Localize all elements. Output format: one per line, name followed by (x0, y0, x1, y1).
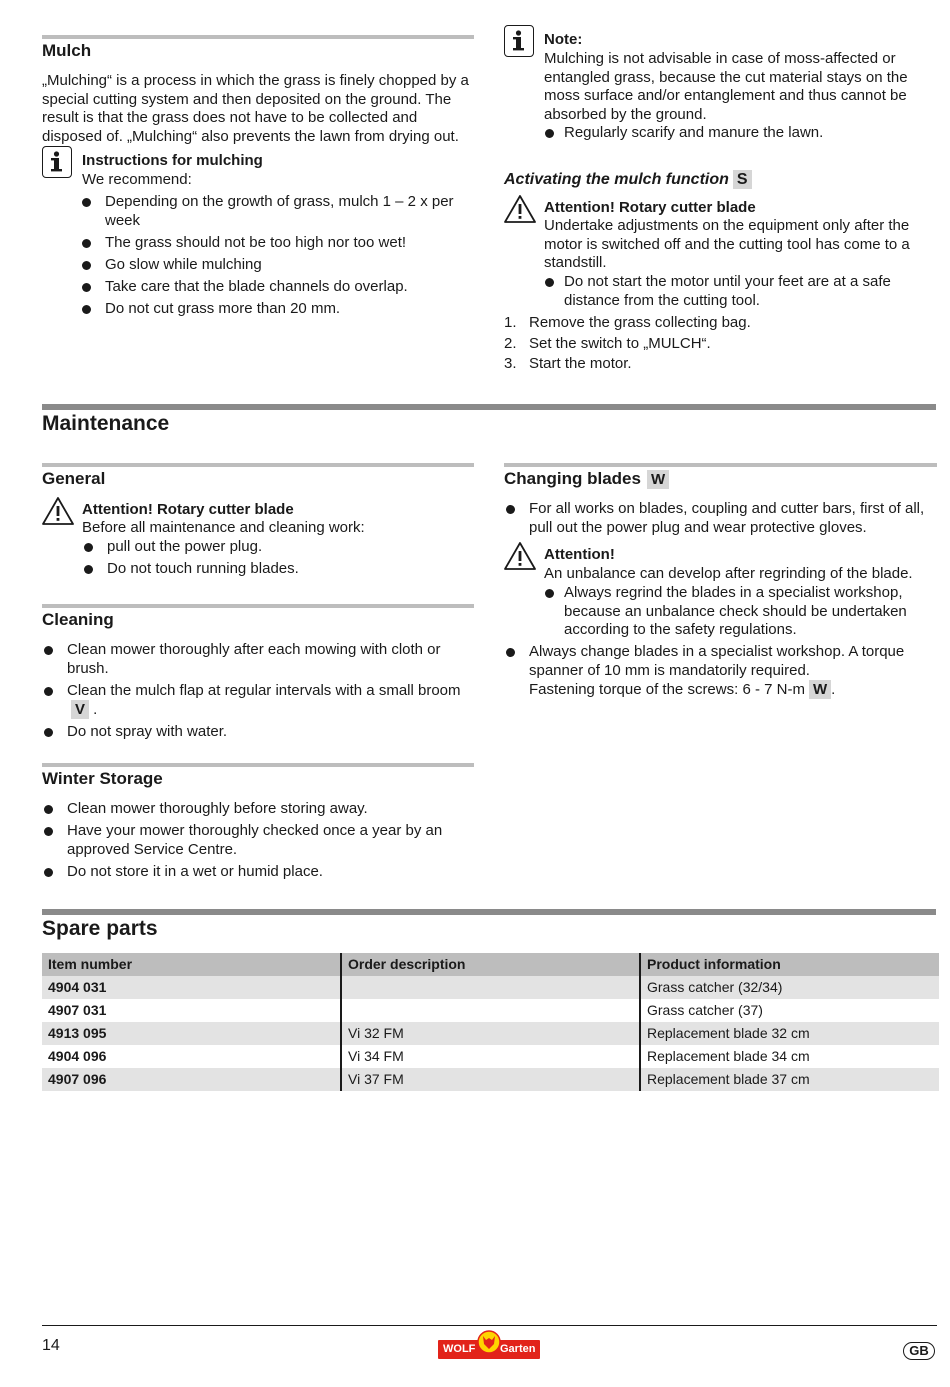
blades-bullets-2 (504, 643, 924, 703)
step-text: Set the switch to „MULCH“. (529, 334, 711, 352)
cleaning-rule (42, 604, 474, 608)
list-item: Clean mower thoroughly before storing away. (42, 800, 474, 819)
blades-attention-title: Attention! (544, 546, 615, 563)
winter-rule (42, 763, 474, 767)
logo-text-right: Garten (500, 1343, 536, 1355)
list-item: Do not spray with water. (42, 723, 472, 742)
general-heading: General (42, 469, 106, 488)
note-title: Note: (544, 31, 583, 48)
blades-attention-text: An unbalance can develop after regrinding of the blade. (544, 565, 913, 582)
list-item: Have your mower thoroughly checked once a year by an approved Service Centre. (42, 822, 474, 859)
list-item: For all works on blades, coupling and cutter bars, first of all, pull out the power plug and wear protective gloves. (504, 500, 934, 537)
mulch-instructions-lead: We recommend: (82, 171, 192, 188)
general-rule (42, 463, 474, 467)
table-cell: 4904 096 (48, 1048, 107, 1065)
attention-text: Undertake adjustments on the equipment only after the motor is switched off and the cutting tool has come to a standstill. (544, 217, 910, 271)
column-header: Order description (341, 953, 640, 976)
table-cell (341, 999, 640, 1022)
spare-parts-table (42, 953, 939, 1091)
footer-rule (42, 1325, 937, 1326)
step-text: Start the motor. (529, 355, 632, 372)
table-cell: Grass catcher (32/34) (640, 976, 939, 999)
figure-ref-badge: V (71, 700, 89, 719)
list-item: Do not start the motor until your feet are at a safe distance from the cutting tool. (544, 273, 938, 310)
table-row (42, 999, 939, 1022)
mulch-rule (42, 35, 474, 39)
winter-bullets (42, 800, 474, 885)
activate-mulch-label: Activating the mulch function (504, 171, 729, 188)
table-cell: Vi 37 FM (341, 1068, 640, 1091)
table-cell: Replacement blade 32 cm (640, 1022, 939, 1045)
step-number: 1. (504, 314, 517, 331)
list-item: Do not store it in a wet or humid place. (42, 863, 474, 882)
step-text: Remove the grass collecting bag. (529, 314, 751, 331)
note-bullets (544, 124, 936, 146)
list-item: Do not cut grass more than 20 mm. (80, 300, 472, 319)
table-row (42, 1068, 939, 1091)
cleaning-bullet-text: Clean the mulch flap at regular intervals with a small broom (67, 681, 461, 699)
maintenance-heading: Maintenance (42, 412, 170, 435)
mulch-intro: „Mulching“ is a process in which the grass is finely chopped by a special cutting system and then deposited on the ground. The result is that the grass does not have to be collected and disposed of. „Mulching“ also prevents the lawn from drying out. (42, 72, 469, 145)
figure-ref-badge: W (647, 470, 669, 489)
table-cell: Vi 34 FM (341, 1045, 640, 1068)
mulch-steps (504, 314, 924, 376)
cleaning-heading: Cleaning (42, 610, 114, 629)
list-item: Depending on the growth of grass, mulch 1 – 2 x per week (80, 193, 472, 230)
table-cell: Vi 32 FM (341, 1022, 640, 1045)
warning-icon (503, 541, 537, 571)
mulch-heading: Mulch (42, 41, 92, 60)
figure-ref-badge: W (809, 680, 831, 699)
warning-icon (503, 194, 537, 224)
attention-bullets (544, 273, 938, 314)
language-badge: GB (903, 1342, 935, 1360)
general-bullets (82, 538, 472, 582)
step-item (504, 335, 924, 354)
wolf-garten-logo (438, 1330, 540, 1360)
table-header-row (42, 953, 939, 976)
list-item: Take care that the blade channels do overlap. (80, 278, 472, 297)
winter-heading: Winter Storage (42, 769, 163, 788)
table-cell: 4904 031 (42, 976, 341, 999)
table-row (42, 1045, 939, 1068)
step-number: 3. (504, 355, 517, 372)
blades-torque-text: Fastening torque of the screws: 6 - 7 N-m (529, 681, 805, 698)
list-item: Go slow while mulching (80, 256, 472, 275)
table-row (42, 1022, 939, 1045)
list-item: The grass should not be too high nor too wet! (80, 234, 472, 253)
note-text: Mulching is not advisable in case of moss-affected or entangled grass, because the cut material stays on the moss surface and/or entanglement and thus cannot be absorbed by the ground. (544, 50, 908, 123)
activate-mulch-title (504, 170, 752, 190)
table-cell: 4907 031 (48, 1002, 107, 1019)
info-icon (504, 25, 534, 57)
step-item (504, 314, 924, 333)
column-header: Product information (640, 953, 939, 976)
blades-attention-bullets (544, 584, 924, 643)
list-item: pull out the power plug. (82, 538, 472, 557)
cleaning-bullets (42, 641, 472, 745)
spare-parts-heading: Spare parts (42, 917, 158, 940)
warning-icon (41, 496, 75, 526)
table-cell: 4913 095 (42, 1022, 341, 1045)
blades-heading-label: Changing blades (504, 469, 641, 488)
attention-title: Attention! Rotary cutter blade (544, 199, 756, 216)
list-item: Clean mower thoroughly after each mowing with cloth or brush. (42, 641, 472, 678)
list-item: Regularly scarify and manure the lawn. (544, 124, 936, 143)
step-number: 2. (504, 334, 517, 352)
table-row (42, 976, 939, 999)
blades-rule (504, 463, 937, 467)
list-item: Always change blades in a specialist workshop. A torque spanner of 10 mm is mandatorily required. Fastening torque of the screws: 6 - 7 N-m W . (504, 643, 924, 700)
list-item: Clean the mulch flap at regular intervals with a small broomV . (42, 682, 472, 720)
table-cell: Grass catcher (37) (640, 999, 939, 1022)
step-item (504, 355, 924, 374)
mulch-instructions-title: Instructions for mulching (82, 152, 263, 169)
general-attention-text: Before all maintenance and cleaning work: (82, 519, 365, 536)
page-number: 14 (42, 1337, 60, 1354)
blades-heading (504, 469, 669, 489)
general-attention-title: Attention! Rotary cutter blade (82, 501, 294, 518)
blades-bullets-1 (504, 500, 934, 541)
table-cell: 4907 096 (42, 1068, 341, 1091)
table-cell (341, 976, 640, 999)
spare-parts-rule (42, 909, 936, 915)
list-item: Do not touch running blades. (82, 560, 472, 579)
blades-bullet-text: Always change blades in a specialist workshop. A torque spanner of 10 mm is mandatorily required. (529, 643, 905, 679)
maintenance-rule (42, 404, 936, 410)
column-header: Item number (42, 953, 341, 976)
mulch-instructions-list (80, 193, 472, 322)
list-item: Always regrind the blades in a specialist workshop, because an unbalance check should be undertaken according to the safety regulations. (544, 584, 924, 640)
logo-text-left: WOLF (443, 1343, 476, 1355)
table-cell: Replacement blade 37 cm (640, 1068, 939, 1091)
table-cell: Replacement blade 34 cm (640, 1045, 939, 1068)
figure-ref-badge: S (733, 170, 752, 189)
info-icon (42, 146, 72, 178)
